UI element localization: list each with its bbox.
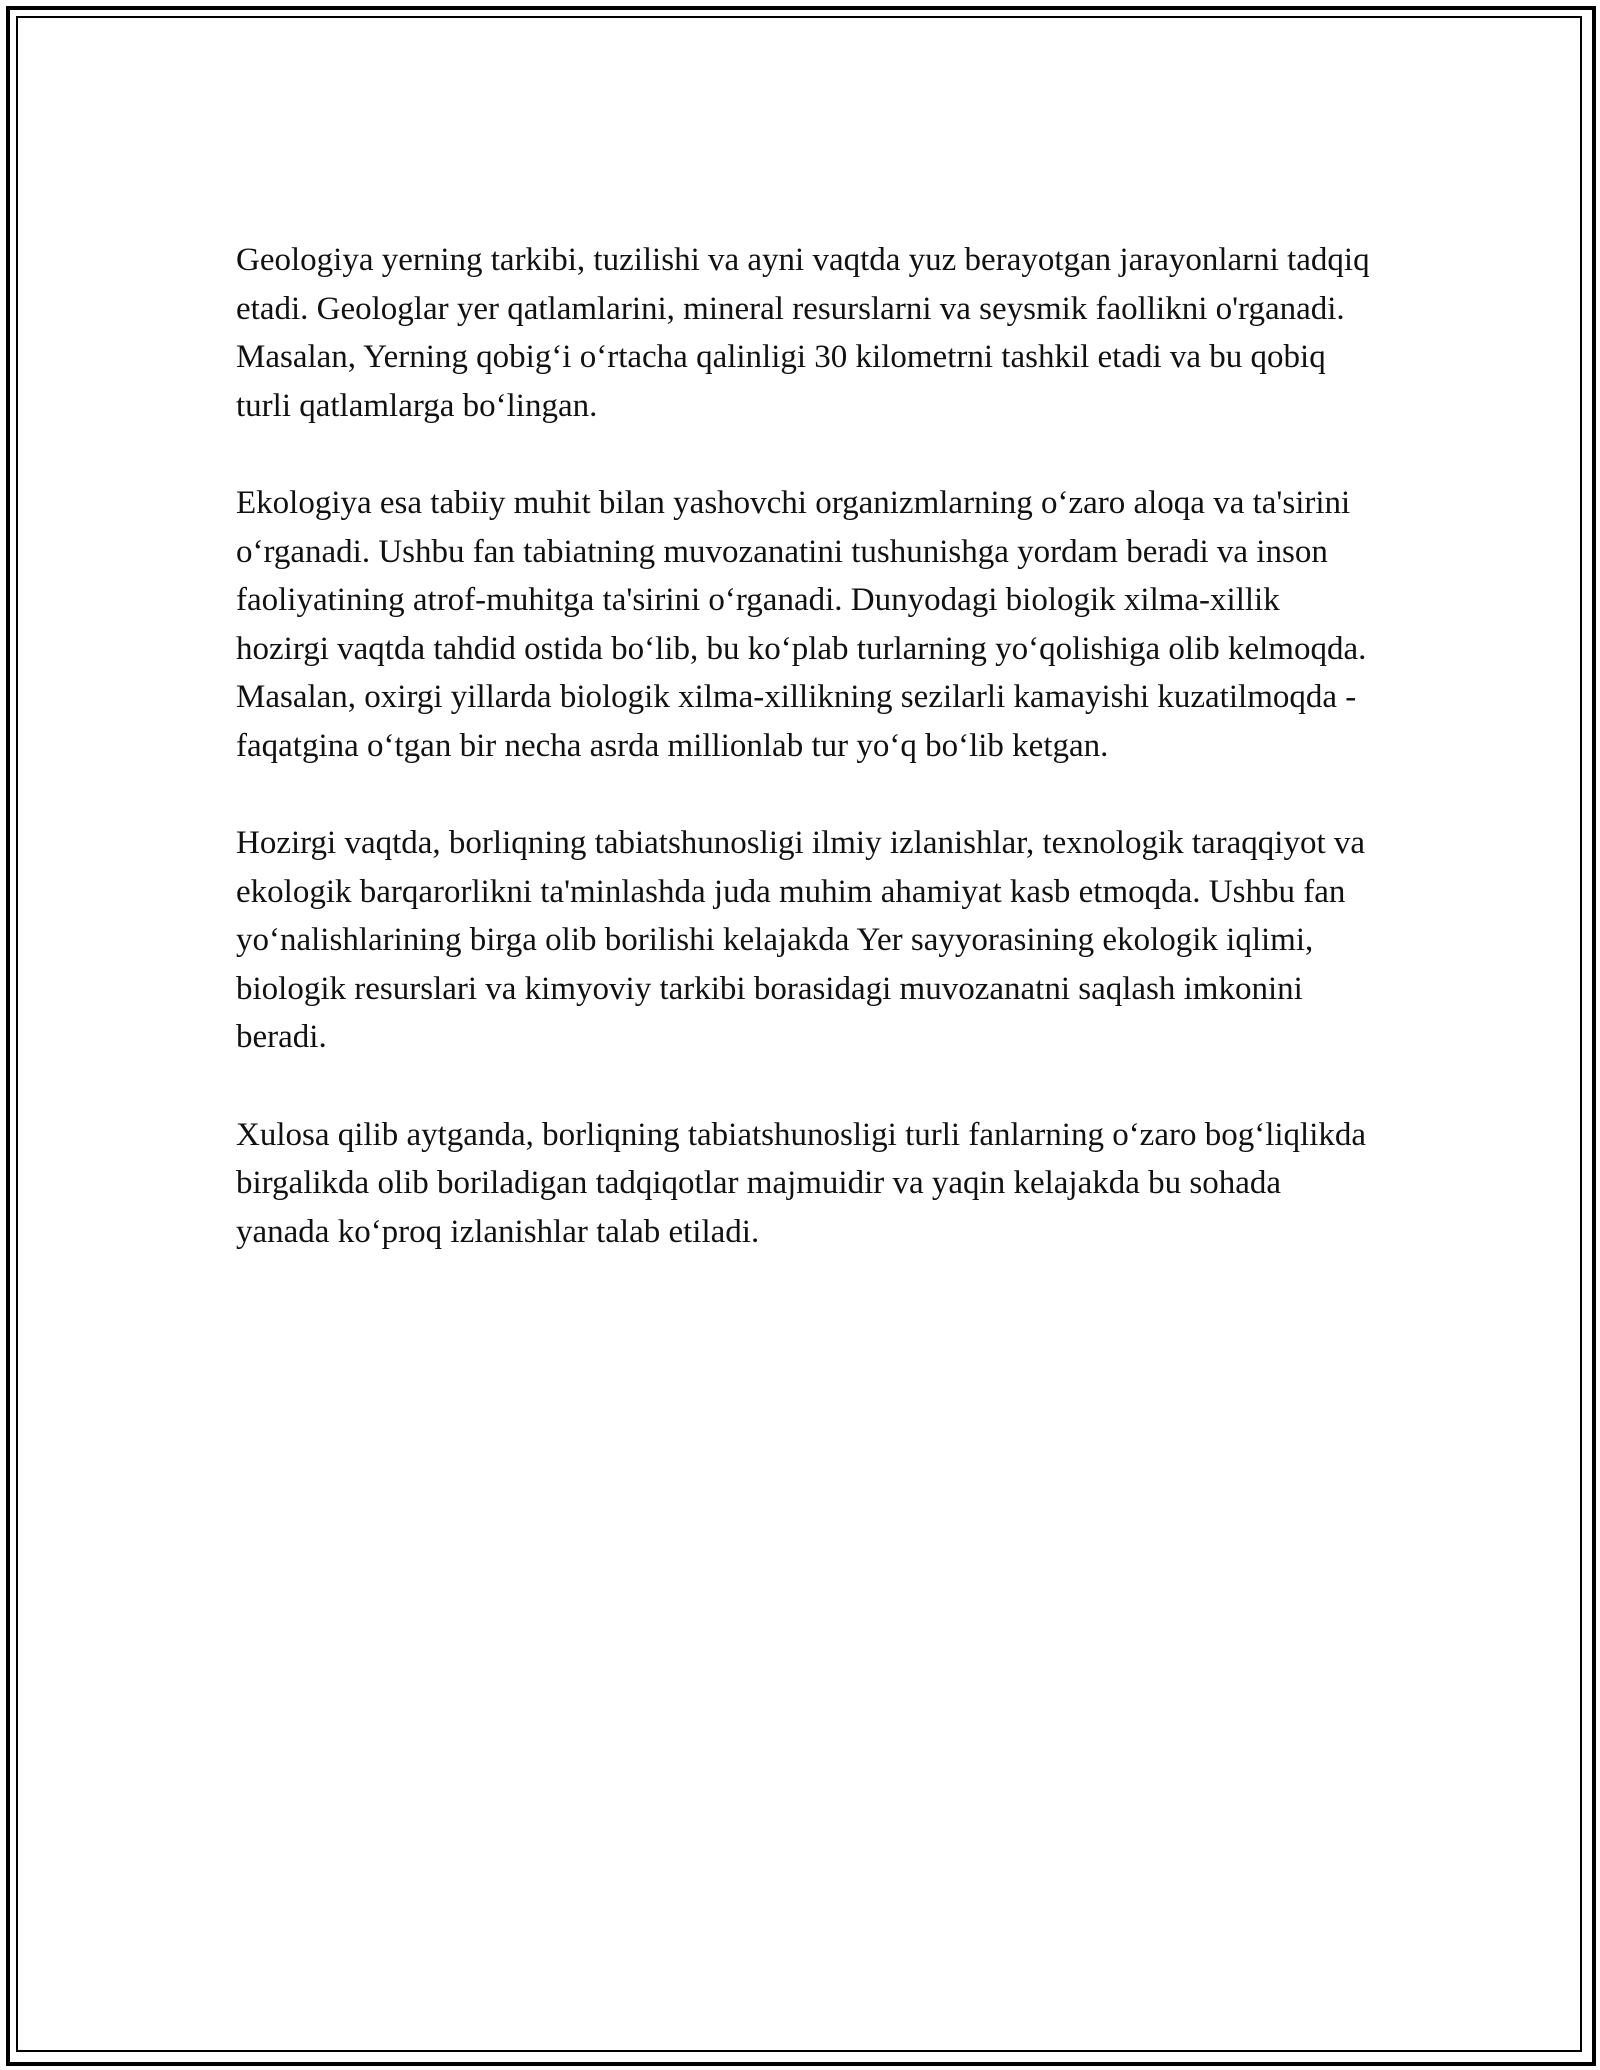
paragraph-modern-significance: Hozirgi vaqtda, borliqning tabiatshunosligi ilmiy izlanishlar, texnologik taraqqiyot va ekologik barqarorlikni ta'minlashda juda muhim ahamiyat kasb etmoqda. Ushbu fan yo‘nalishlarining birga olib borilishi kelajakda Yer sayyorasining ekologik iqlimi, biologik resurslari va kimyoviy tarkibi borasidagi muvozanatni saqlash imkonini beradi. [236, 825, 1366, 1055]
paragraph-conclusion: Xulosa qilib aytganda, borliqning tabiatshunosligi turli fanlarning o‘zaro bog‘liqlikda birgalikda olib boriladigan tadqiqotlar majmuidir va yaqin kelajakda bu sohada yanada ko‘proq izlanishlar talab etiladi. [236, 1116, 1367, 1250]
paragraph-ecology: Ekologiya esa tabiiy muhit bilan yashovchi organizmlarning o‘zaro aloqa va ta'sirini o‘rganadi. Ushbu fan tabiatning muvozanatini tushunishga yordam beradi va inson faoliyatining atrof-muhitga ta'sirini o‘rganadi. Dunyodagi biologik xilma-xillik hozirgi vaqtda tahdid ostida bo‘lib, bu ko‘plab turlarning yo‘qolishiga olib kelmoqda. Masalan, oxirgi yillarda biologik xilma-xillikning sezilarli kamayishi kuzatilmoqda - faqatgina o‘tgan bir necha asrda millionlab tur yo‘q bo‘lib ketgan. [236, 485, 1367, 764]
paragraph-geology: Geologiya yerning tarkibi, tuzilishi va ayni vaqtda yuz berayotgan jarayonlarni tadqiq etadi. Geologlar yer qatlamlarini, mineral resurslarni va seysmik faollikni o'rganadi. Masalan, Yerning qobig‘i o‘rtacha qalinligi 30 kilometrni tashkil etadi va bu qobiq turli qatlamlarga bo‘lingan. [236, 242, 1370, 424]
document-body [236, 236, 1376, 1305]
